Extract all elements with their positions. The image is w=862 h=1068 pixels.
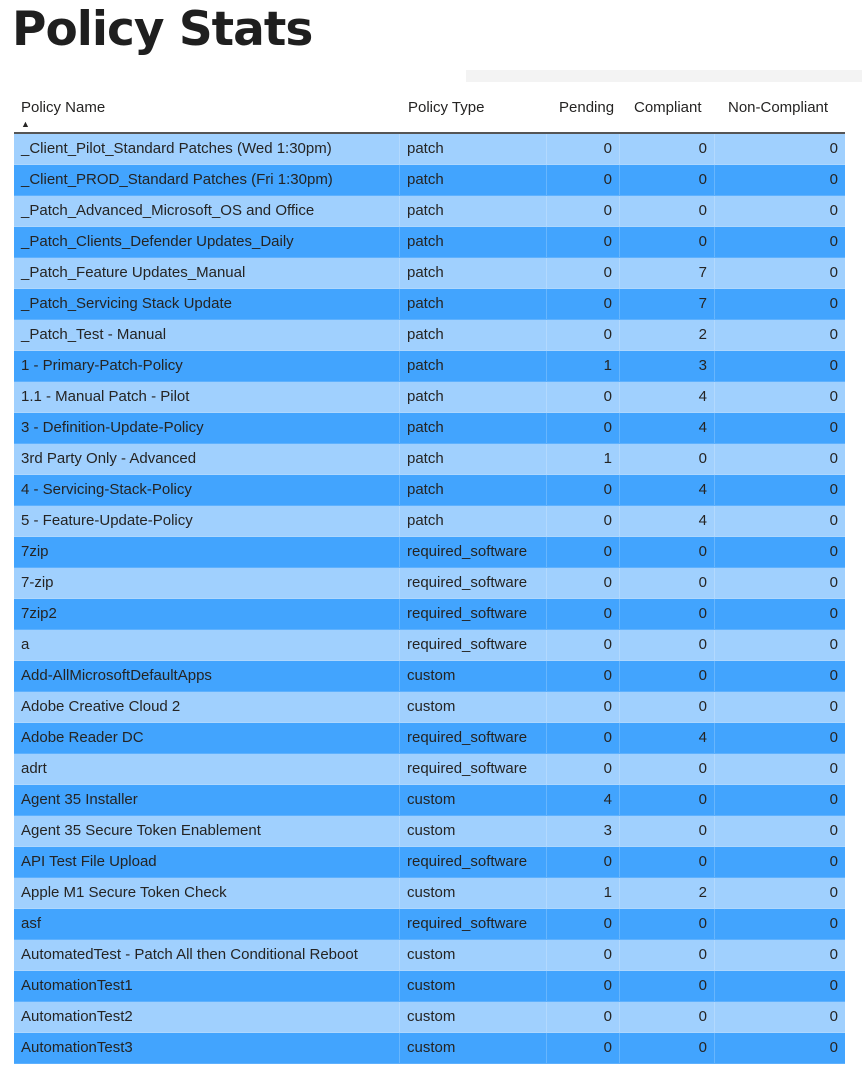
cell-compliant: 2 xyxy=(620,878,715,908)
cell-compliant: 0 xyxy=(620,227,715,257)
cell-compliant: 0 xyxy=(620,537,715,567)
table-row[interactable] xyxy=(14,816,845,847)
table-row[interactable] xyxy=(14,475,845,506)
cell-policy-name: Agent 35 Installer xyxy=(14,785,400,815)
table-header xyxy=(14,82,845,134)
cell-pending: 0 xyxy=(547,568,620,598)
cell-policy-name: _Client_Pilot_Standard Patches (Wed 1:30pm) xyxy=(14,134,400,164)
cell-policy-name: AutomatedTest - Patch All then Conditional Reboot xyxy=(14,940,400,970)
cell-policy-name: AutomationTest3 xyxy=(14,1033,400,1063)
cell-policy-type: required_software xyxy=(400,847,547,877)
cell-compliant: 0 xyxy=(620,1002,715,1032)
cell-policy-name: 4 - Servicing-Stack-Policy xyxy=(14,475,400,505)
cell-compliant: 4 xyxy=(620,506,715,536)
cell-policy-name: adrt xyxy=(14,754,400,784)
table-row[interactable] xyxy=(14,1033,845,1064)
cell-policy-type: custom xyxy=(400,1002,547,1032)
cell-compliant: 0 xyxy=(620,754,715,784)
cell-pending: 0 xyxy=(547,940,620,970)
cell-policy-name: _Patch_Clients_Defender Updates_Daily xyxy=(14,227,400,257)
policy-stats-table xyxy=(14,82,845,1064)
cell-compliant: 0 xyxy=(620,692,715,722)
table-row[interactable] xyxy=(14,940,845,971)
cell-non-compliant: 0 xyxy=(829,915,838,932)
cell-policy-name: 7-zip xyxy=(14,568,400,598)
cell-non-compliant: 0 xyxy=(829,698,838,715)
cell-policy-name: _Client_PROD_Standard Patches (Fri 1:30pm) xyxy=(14,165,400,195)
cell-pending: 0 xyxy=(547,692,620,722)
cell-policy-type: patch xyxy=(400,196,547,226)
table-row[interactable] xyxy=(14,785,845,816)
cell-compliant: 0 xyxy=(620,909,715,939)
cell-policy-name: 5 - Feature-Update-Policy xyxy=(14,506,400,536)
table-row[interactable] xyxy=(14,568,845,599)
cell-policy-name: Add-AllMicrosoftDefaultApps xyxy=(14,661,400,691)
cell-policy-type: required_software xyxy=(400,754,547,784)
table-row[interactable] xyxy=(14,413,845,444)
cell-policy-type: custom xyxy=(400,785,547,815)
table-row[interactable] xyxy=(14,134,845,165)
cell-compliant: 4 xyxy=(620,413,715,443)
page-title: Policy Stats xyxy=(12,2,313,57)
cell-compliant: 0 xyxy=(620,599,715,629)
cell-policy-type: required_software xyxy=(400,630,547,660)
cell-non-compliant: 0 xyxy=(829,481,838,498)
cell-non-compliant: 0 xyxy=(829,171,838,188)
table-row[interactable] xyxy=(14,599,845,630)
cell-policy-type: required_software xyxy=(400,599,547,629)
cell-policy-name: _Patch_Feature Updates_Manual xyxy=(14,258,400,288)
table-row[interactable] xyxy=(14,878,845,909)
cell-non-compliant: 0 xyxy=(829,822,838,839)
cell-compliant: 0 xyxy=(620,196,715,226)
cell-policy-name: AutomationTest2 xyxy=(14,1002,400,1032)
cell-non-compliant: 0 xyxy=(829,295,838,312)
cell-pending: 0 xyxy=(547,320,620,350)
cell-policy-type: patch xyxy=(400,134,547,164)
cell-policy-type: patch xyxy=(400,289,547,319)
cell-policy-name: _Patch_Advanced_Microsoft_OS and Office xyxy=(14,196,400,226)
cell-policy-type: required_software xyxy=(400,537,547,567)
cell-pending: 3 xyxy=(547,816,620,846)
cell-policy-name: Apple M1 Secure Token Check xyxy=(14,878,400,908)
table-row[interactable] xyxy=(14,909,845,940)
table-row[interactable] xyxy=(14,692,845,723)
cell-compliant: 2 xyxy=(620,320,715,350)
cell-policy-type: patch xyxy=(400,413,547,443)
cell-pending: 0 xyxy=(547,475,620,505)
cell-pending: 0 xyxy=(547,599,620,629)
table-row[interactable] xyxy=(14,289,845,320)
cell-non-compliant: 0 xyxy=(829,140,838,157)
cell-non-compliant: 0 xyxy=(829,977,838,994)
cell-pending: 0 xyxy=(547,165,620,195)
cell-non-compliant: 0 xyxy=(829,388,838,405)
cell-compliant: 0 xyxy=(620,444,715,474)
table-row[interactable] xyxy=(14,444,845,475)
table-row[interactable] xyxy=(14,351,845,382)
cell-non-compliant: 0 xyxy=(829,1039,838,1056)
cell-policy-type: patch xyxy=(400,227,547,257)
cell-compliant: 0 xyxy=(620,630,715,660)
cell-compliant: 3 xyxy=(620,351,715,381)
cell-policy-type: required_software xyxy=(400,568,547,598)
cell-policy-type: patch xyxy=(400,165,547,195)
cell-policy-type: custom xyxy=(400,878,547,908)
cell-pending: 1 xyxy=(547,444,620,474)
cell-policy-type: patch xyxy=(400,382,547,412)
cell-pending: 0 xyxy=(547,909,620,939)
cell-policy-name: API Test File Upload xyxy=(14,847,400,877)
cell-policy-type: custom xyxy=(400,940,547,970)
cell-compliant: 0 xyxy=(620,661,715,691)
table-row[interactable] xyxy=(14,320,845,351)
cell-pending: 0 xyxy=(547,971,620,1001)
cell-pending: 0 xyxy=(547,661,620,691)
cell-pending: 0 xyxy=(547,134,620,164)
cell-pending: 1 xyxy=(547,878,620,908)
table-row[interactable] xyxy=(14,382,845,413)
cell-policy-type: custom xyxy=(400,1033,547,1063)
table-row[interactable] xyxy=(14,661,845,692)
cell-compliant: 4 xyxy=(620,723,715,753)
column-header-policy-type[interactable]: Policy Type xyxy=(408,99,485,116)
cell-non-compliant: 0 xyxy=(829,729,838,746)
table-row[interactable] xyxy=(14,754,845,785)
cell-policy-type: patch xyxy=(400,444,547,474)
cell-policy-name: Agent 35 Secure Token Enablement xyxy=(14,816,400,846)
cell-policy-name: Adobe Reader DC xyxy=(14,723,400,753)
cell-compliant: 0 xyxy=(620,134,715,164)
cell-pending: 0 xyxy=(547,506,620,536)
cell-pending: 0 xyxy=(547,227,620,257)
cell-compliant: 0 xyxy=(620,785,715,815)
cell-compliant: 0 xyxy=(620,1033,715,1063)
cell-policy-type: patch xyxy=(400,475,547,505)
table-row[interactable] xyxy=(14,630,845,661)
cell-non-compliant: 0 xyxy=(829,357,838,374)
cell-policy-type: custom xyxy=(400,816,547,846)
table-row[interactable] xyxy=(14,847,845,878)
cell-compliant: 4 xyxy=(620,475,715,505)
cell-pending: 0 xyxy=(547,847,620,877)
sort-ascending-icon[interactable]: ▲ xyxy=(21,119,30,129)
cell-non-compliant: 0 xyxy=(829,791,838,808)
cell-compliant: 0 xyxy=(620,940,715,970)
cell-policy-name: _Patch_Test - Manual xyxy=(14,320,400,350)
cell-policy-name: 3rd Party Only - Advanced xyxy=(14,444,400,474)
cell-compliant: 7 xyxy=(620,258,715,288)
table-row[interactable] xyxy=(14,1002,845,1033)
cell-policy-type: custom xyxy=(400,661,547,691)
table-row[interactable] xyxy=(14,227,845,258)
cell-non-compliant: 0 xyxy=(829,574,838,591)
header-shade xyxy=(466,70,862,82)
table-row[interactable] xyxy=(14,506,845,537)
cell-policy-type: patch xyxy=(400,351,547,381)
cell-non-compliant: 0 xyxy=(829,667,838,684)
cell-non-compliant: 0 xyxy=(829,326,838,343)
cell-non-compliant: 0 xyxy=(829,760,838,777)
cell-non-compliant: 0 xyxy=(829,450,838,467)
cell-policy-type: custom xyxy=(400,692,547,722)
cell-policy-name: asf xyxy=(14,909,400,939)
column-header-pending[interactable]: Pending xyxy=(559,99,615,116)
cell-compliant: 7 xyxy=(620,289,715,319)
table-row[interactable] xyxy=(14,537,845,568)
cell-pending: 0 xyxy=(547,1033,620,1063)
cell-policy-name: 1 - Primary-Patch-Policy xyxy=(14,351,400,381)
cell-non-compliant: 0 xyxy=(829,853,838,870)
table-row[interactable] xyxy=(14,258,845,289)
cell-policy-type: required_software xyxy=(400,723,547,753)
cell-pending: 0 xyxy=(547,754,620,784)
cell-pending: 0 xyxy=(547,723,620,753)
cell-policy-name: 1.1 - Manual Patch - Pilot xyxy=(14,382,400,412)
cell-non-compliant: 0 xyxy=(829,264,838,281)
cell-non-compliant: 0 xyxy=(829,1008,838,1025)
cell-pending: 0 xyxy=(547,258,620,288)
cell-pending: 0 xyxy=(547,537,620,567)
cell-non-compliant: 0 xyxy=(829,543,838,560)
cell-policy-type: patch xyxy=(400,258,547,288)
cell-compliant: 0 xyxy=(620,971,715,1001)
cell-policy-type: required_software xyxy=(400,909,547,939)
cell-non-compliant: 0 xyxy=(829,636,838,653)
cell-non-compliant: 0 xyxy=(829,605,838,622)
table-row[interactable] xyxy=(14,971,845,1002)
cell-pending: 0 xyxy=(547,289,620,319)
cell-compliant: 0 xyxy=(620,816,715,846)
cell-policy-name: Adobe Creative Cloud 2 xyxy=(14,692,400,722)
cell-policy-name: 3 - Definition-Update-Policy xyxy=(14,413,400,443)
cell-non-compliant: 0 xyxy=(829,946,838,963)
cell-policy-name: a xyxy=(14,630,400,660)
cell-pending: 0 xyxy=(547,630,620,660)
cell-policy-name: AutomationTest1 xyxy=(14,971,400,1001)
cell-policy-name: 7zip xyxy=(14,537,400,567)
cell-compliant: 0 xyxy=(620,165,715,195)
cell-compliant: 0 xyxy=(620,568,715,598)
column-header-non-compliant[interactable]: Non-Compliant xyxy=(728,99,829,116)
cell-compliant: 4 xyxy=(620,382,715,412)
cell-pending: 0 xyxy=(547,1002,620,1032)
table-row[interactable] xyxy=(14,723,845,754)
cell-policy-name: _Patch_Servicing Stack Update xyxy=(14,289,400,319)
cell-non-compliant: 0 xyxy=(829,233,838,250)
cell-pending: 0 xyxy=(547,382,620,412)
cell-pending: 0 xyxy=(547,413,620,443)
cell-policy-name: 7zip2 xyxy=(14,599,400,629)
table-row[interactable] xyxy=(14,196,845,227)
cell-non-compliant: 0 xyxy=(829,419,838,436)
cell-non-compliant: 0 xyxy=(829,512,838,529)
table-body xyxy=(14,134,845,1064)
cell-non-compliant: 0 xyxy=(829,202,838,219)
cell-pending: 4 xyxy=(547,785,620,815)
cell-compliant: 0 xyxy=(620,847,715,877)
table-row[interactable] xyxy=(14,165,845,196)
cell-policy-type: patch xyxy=(400,506,547,536)
cell-non-compliant: 0 xyxy=(829,884,838,901)
column-header-compliant[interactable]: Compliant xyxy=(634,99,702,116)
cell-policy-type: custom xyxy=(400,971,547,1001)
cell-pending: 0 xyxy=(547,196,620,226)
column-header-policy-name[interactable]: Policy Name xyxy=(21,99,106,116)
cell-policy-type: patch xyxy=(400,320,547,350)
cell-pending: 1 xyxy=(547,351,620,381)
